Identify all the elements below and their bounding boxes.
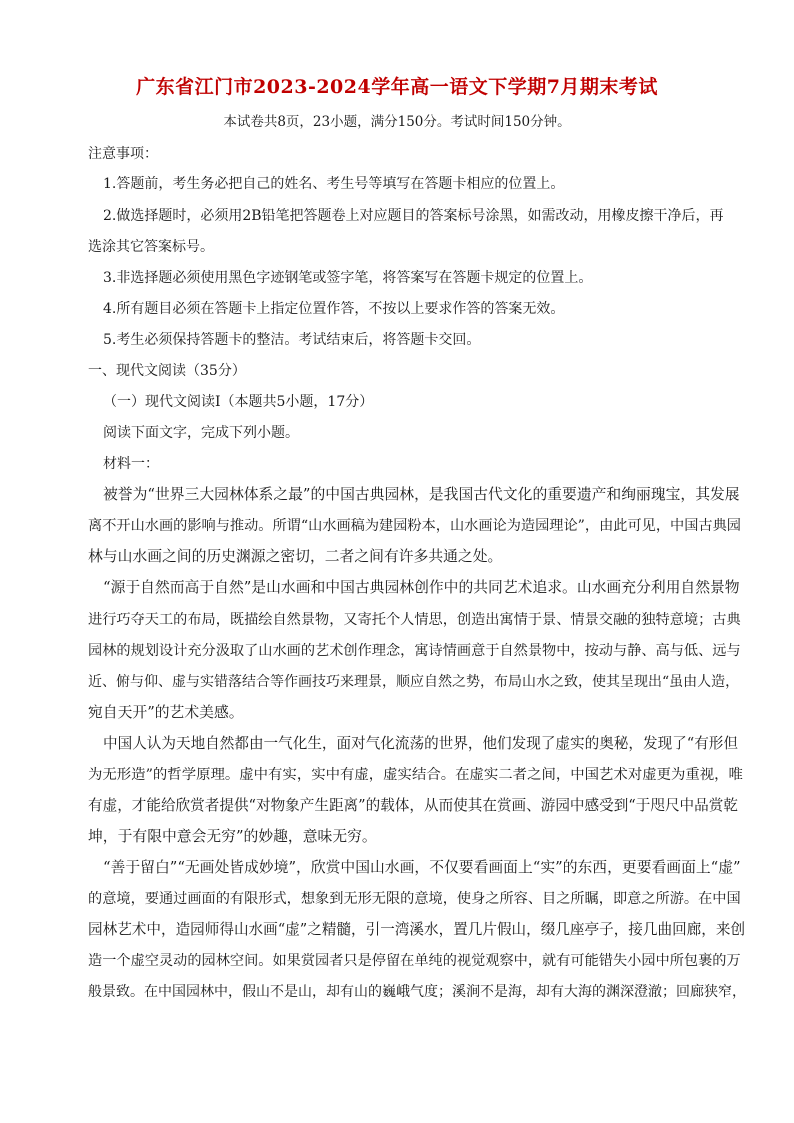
body-line: 林与山水画之间的历史渊源之密切，二者之间有许多共通之处。 [88, 548, 503, 565]
body-line: “善于留白”“无画处皆成妙境”，欣赏中国山水画，不仅要看画面上“实”的东西，更要看画面上“虚” [103, 859, 741, 876]
body-line: 为无形造”的哲学原理。虚中有实，实中有虚，虚实结合。在虚实二者之间，中国艺术对虚更为重视，唯 [88, 767, 743, 783]
body-line: 离不开山水画的影响与推动。所谓“山水画稿为建园粉本，山水画论为造园理论”，由此可见，中国古典园 [88, 518, 741, 534]
body-line: “源于自然而高于自然”是山水画和中国古典园林创作中的共同艺术追求。山水画充分利用自然景物 [103, 579, 740, 596]
material-label: 材料一： [103, 456, 159, 472]
body-line: 坤，于有限中意会无穷”的妙趣，意味无穷。 [88, 828, 377, 845]
notice-item: 4.所有题目必须在答题卡上指定位置作答，不按以上要求作答的答案无效。 [103, 301, 565, 317]
body-line: 中国人认为天地自然都由一气化生，面对气化流荡的世界，他们发现了虚实的奥秘，发现了“有形但 [103, 735, 738, 752]
body-line: 园林艺术中，造园师得山水画“虚”之精髓，引一湾溪水，置几片假山，缀几座亭子，接几曲回廊，来创 [88, 921, 746, 938]
notice-item: 2.做选择题时，必须用2B铅笔把答题卷上对应题目的答案标号涂黑，如需改动，用橡皮擦干净后，再 [103, 208, 724, 224]
body-line: 被誉为“世界三大园林体系之最”的中国古典园林，是我国古代文化的重要遗产和绚丽瑰宝，其发展 [103, 486, 740, 503]
body-line: 般景致。在中国园林中，假山不是山，却有山的巍峨气度；溪涧不是海，却有大海的渊深澄澈；回廊狭窄， [88, 984, 746, 1000]
body-line: 进行巧夺天工的布局，既描绘自然景物，又寄托个人情思，创造出寓情于景、情景交融的独特意境；古典 [88, 612, 741, 628]
exam-subtitle: 本试卷共8页，23小题，满分150分。考试时间150分钟。 [223, 114, 571, 130]
notice-item-continuation: 选涂其它答案标号。 [88, 239, 214, 255]
subsection-heading: （一）现代文阅读Ⅰ（本题共5小题，17分） [103, 394, 374, 410]
section-heading: 一、现代文阅读（35分） [88, 363, 246, 379]
body-line: 的意境，要通过画面的有限形式，想象到无形无限的意境，使身之所容、目之所瞩，即意之所游。在中国 [88, 891, 741, 907]
notice-item: 1.答题前，考生务必把自己的姓名、考生号等填写在答题卡相应的位置上。 [103, 176, 565, 192]
notice-item: 3.非选择题必须使用黑色字迹钢笔或签字笔，将答案写在答题卡规定的位置上。 [103, 270, 593, 286]
notice-item: 5.考生必须保持答题卡的整洁。考试结束后，将答题卡交回。 [103, 332, 481, 348]
body-line: 园林的规划设计充分汲取了山水画的艺术创作理念，寓诗情画意于自然景物中，按动与静、高与低、远与 [88, 643, 741, 659]
body-line: 近、俯与仰、虚与实错落结合等作画技巧来理景，顺应自然之势，布局山水之致，使其呈现出“虽由人造， [88, 674, 740, 690]
body-line: 造一个虚空灵动的园林空间。如果赏园者只是停留在单纯的视觉观察中，就有可能错失小园中所包裹的万 [88, 953, 741, 969]
exam-title: 广东省江门市2023-2024学年高一语文下学期7月期末考试 [136, 76, 658, 98]
body-line: 宛自天开”的艺术美感。 [88, 704, 244, 721]
notice-heading: 注意事项： [88, 146, 158, 162]
body-line: 有虚，才能给欣赏者提供“对物象产生距离”的载体，从而使其在赏画、游园中感受到“于咫尺中品赏乾 [88, 797, 738, 814]
reading-instruction: 阅读下面文字，完成下列小题。 [103, 425, 299, 441]
